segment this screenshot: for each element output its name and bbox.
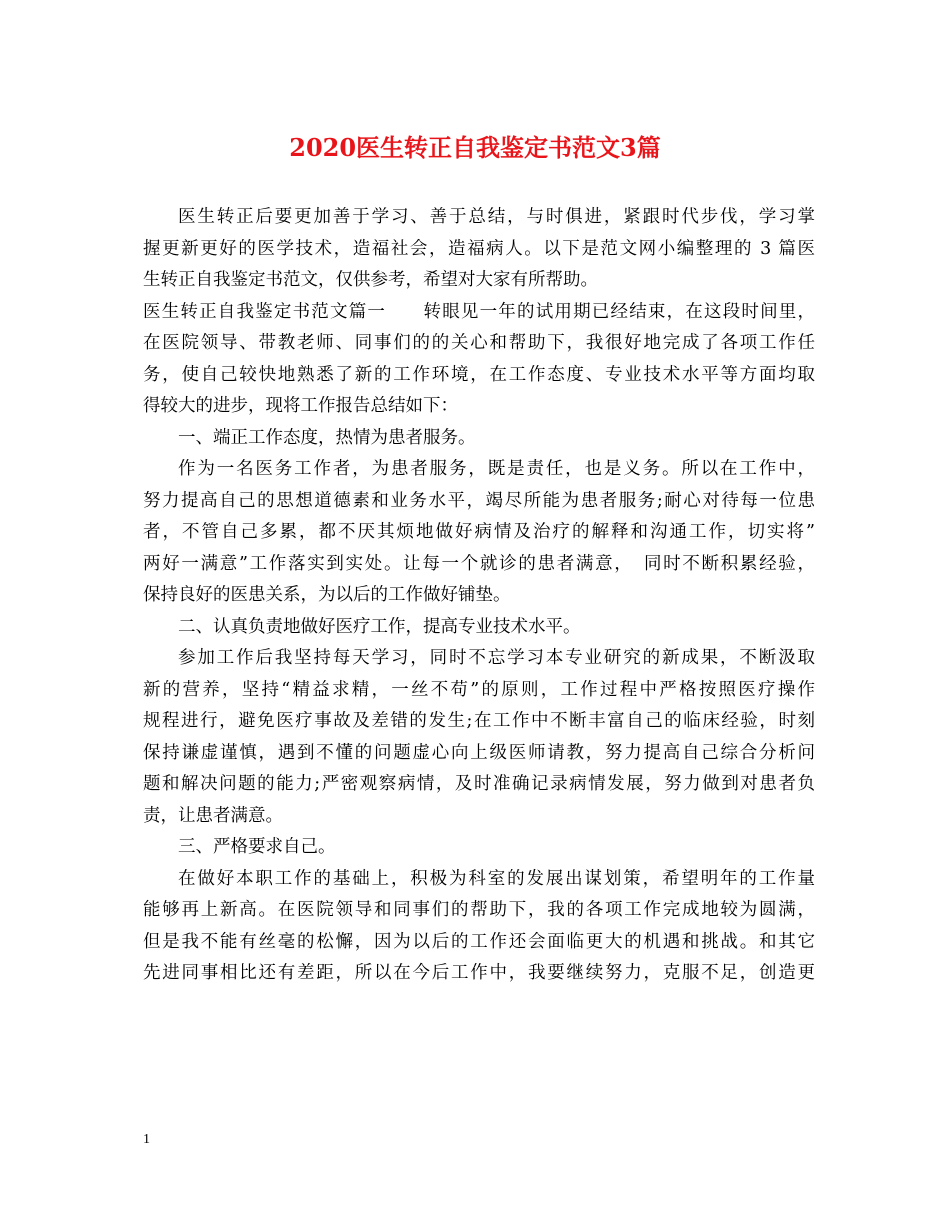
paragraph-line: 医生转正自我鉴定书范文篇一 转眼见一年的试用期已经结束，在这段时间里，	[143, 301, 815, 322]
paragraph-line: 规程进行，避免医疗事故及差错的发生;在工作中不断丰富自己的临床经验，时刻	[143, 711, 815, 731]
paragraph-line: 保持良好的医患关系，为以后的工作做好铺垫。	[143, 585, 511, 605]
paragraph-line: 先进同事相比还有差距，所以在今后工作中，我要继续努力，克服不足，创造更	[143, 963, 815, 983]
document-body	[143, 202, 815, 990]
paragraph-line: 努力提高自己的思想道德素和业务水平，竭尽所能为患者服务;耐心对待每一位患	[143, 490, 815, 511]
paragraph-line: 责，让患者满意。	[143, 805, 283, 826]
paragraph-line: 务，使自己较快地熟悉了新的工作环境，在工作态度、专业技术水平等方面均取	[143, 364, 815, 385]
section-heading: 二、认真负责地做好医疗工作，提高专业技术水平。	[178, 616, 581, 637]
paragraph-line: 者，不管自己多累，都不厌其烦地做好病情及治疗的解释和沟通工作，切实将”	[143, 522, 815, 542]
paragraph-line: 但是我不能有丝毫的松懈，因为以后的工作还会面临更大的机遇和挑战。和其它	[143, 931, 815, 952]
page-number: 1	[143, 1132, 150, 1147]
paragraph-line: 两好一满意”工作落实到实处。让每一个就诊的患者满意， 同时不断积累经验，	[143, 553, 815, 574]
paragraph-line: 握更新更好的医学技术，造福社会，造福病人。以下是范文网小编整理的 3 篇医	[143, 238, 815, 259]
paragraph-line: 新的营养，坚持“精益求精，一丝不苟”的原则，工作过程中严格按照医疗操作	[143, 679, 815, 700]
paragraph-line: 能够再上新高。在医院领导和同事们的帮助下，我的各项工作完成地较为圆满，	[143, 900, 815, 920]
paragraph-line: 医生转正后要更加善于学习、善于总结，与时俱进，紧跟时代步伐，学习掌	[178, 207, 815, 227]
section-heading: 一、端正工作态度，热情为患者服务。	[178, 427, 476, 448]
paragraph-line: 在做好本职工作的基础上，积极为科室的发展出谋划策，希望明年的工作量	[178, 868, 815, 889]
paragraph-line: 参加工作后我坚持每天学习，同时不忘学习本专业研究的新成果，不断汲取	[178, 648, 815, 668]
paragraph-line: 作为一名医务工作者，为患者服务，既是责任，也是义务。所以在工作中，	[178, 459, 815, 479]
paragraph-line: 得较大的进步，现将工作报告总结如下：	[143, 396, 458, 416]
section-heading: 三、严格要求自己。	[178, 837, 336, 857]
paragraph-line: 生转正自我鉴定书范文，仅供参考，希望对大家有所帮助。	[143, 270, 598, 290]
document-title: 2020医生转正自我鉴定书范文3篇	[289, 133, 661, 162]
paragraph-line: 保持谦虚谨慎，遇到不懂的问题虚心向上级医师请教，努力提高自己综合分析问	[143, 742, 815, 763]
paragraph-line: 题和解决问题的能力;严密观察病情，及时准确记录病情发展，努力做到对患者负	[143, 774, 815, 794]
paragraph-line: 在医院领导、带教老师、同事们的的关心和帮助下，我很好地完成了各项工作任	[143, 333, 815, 353]
